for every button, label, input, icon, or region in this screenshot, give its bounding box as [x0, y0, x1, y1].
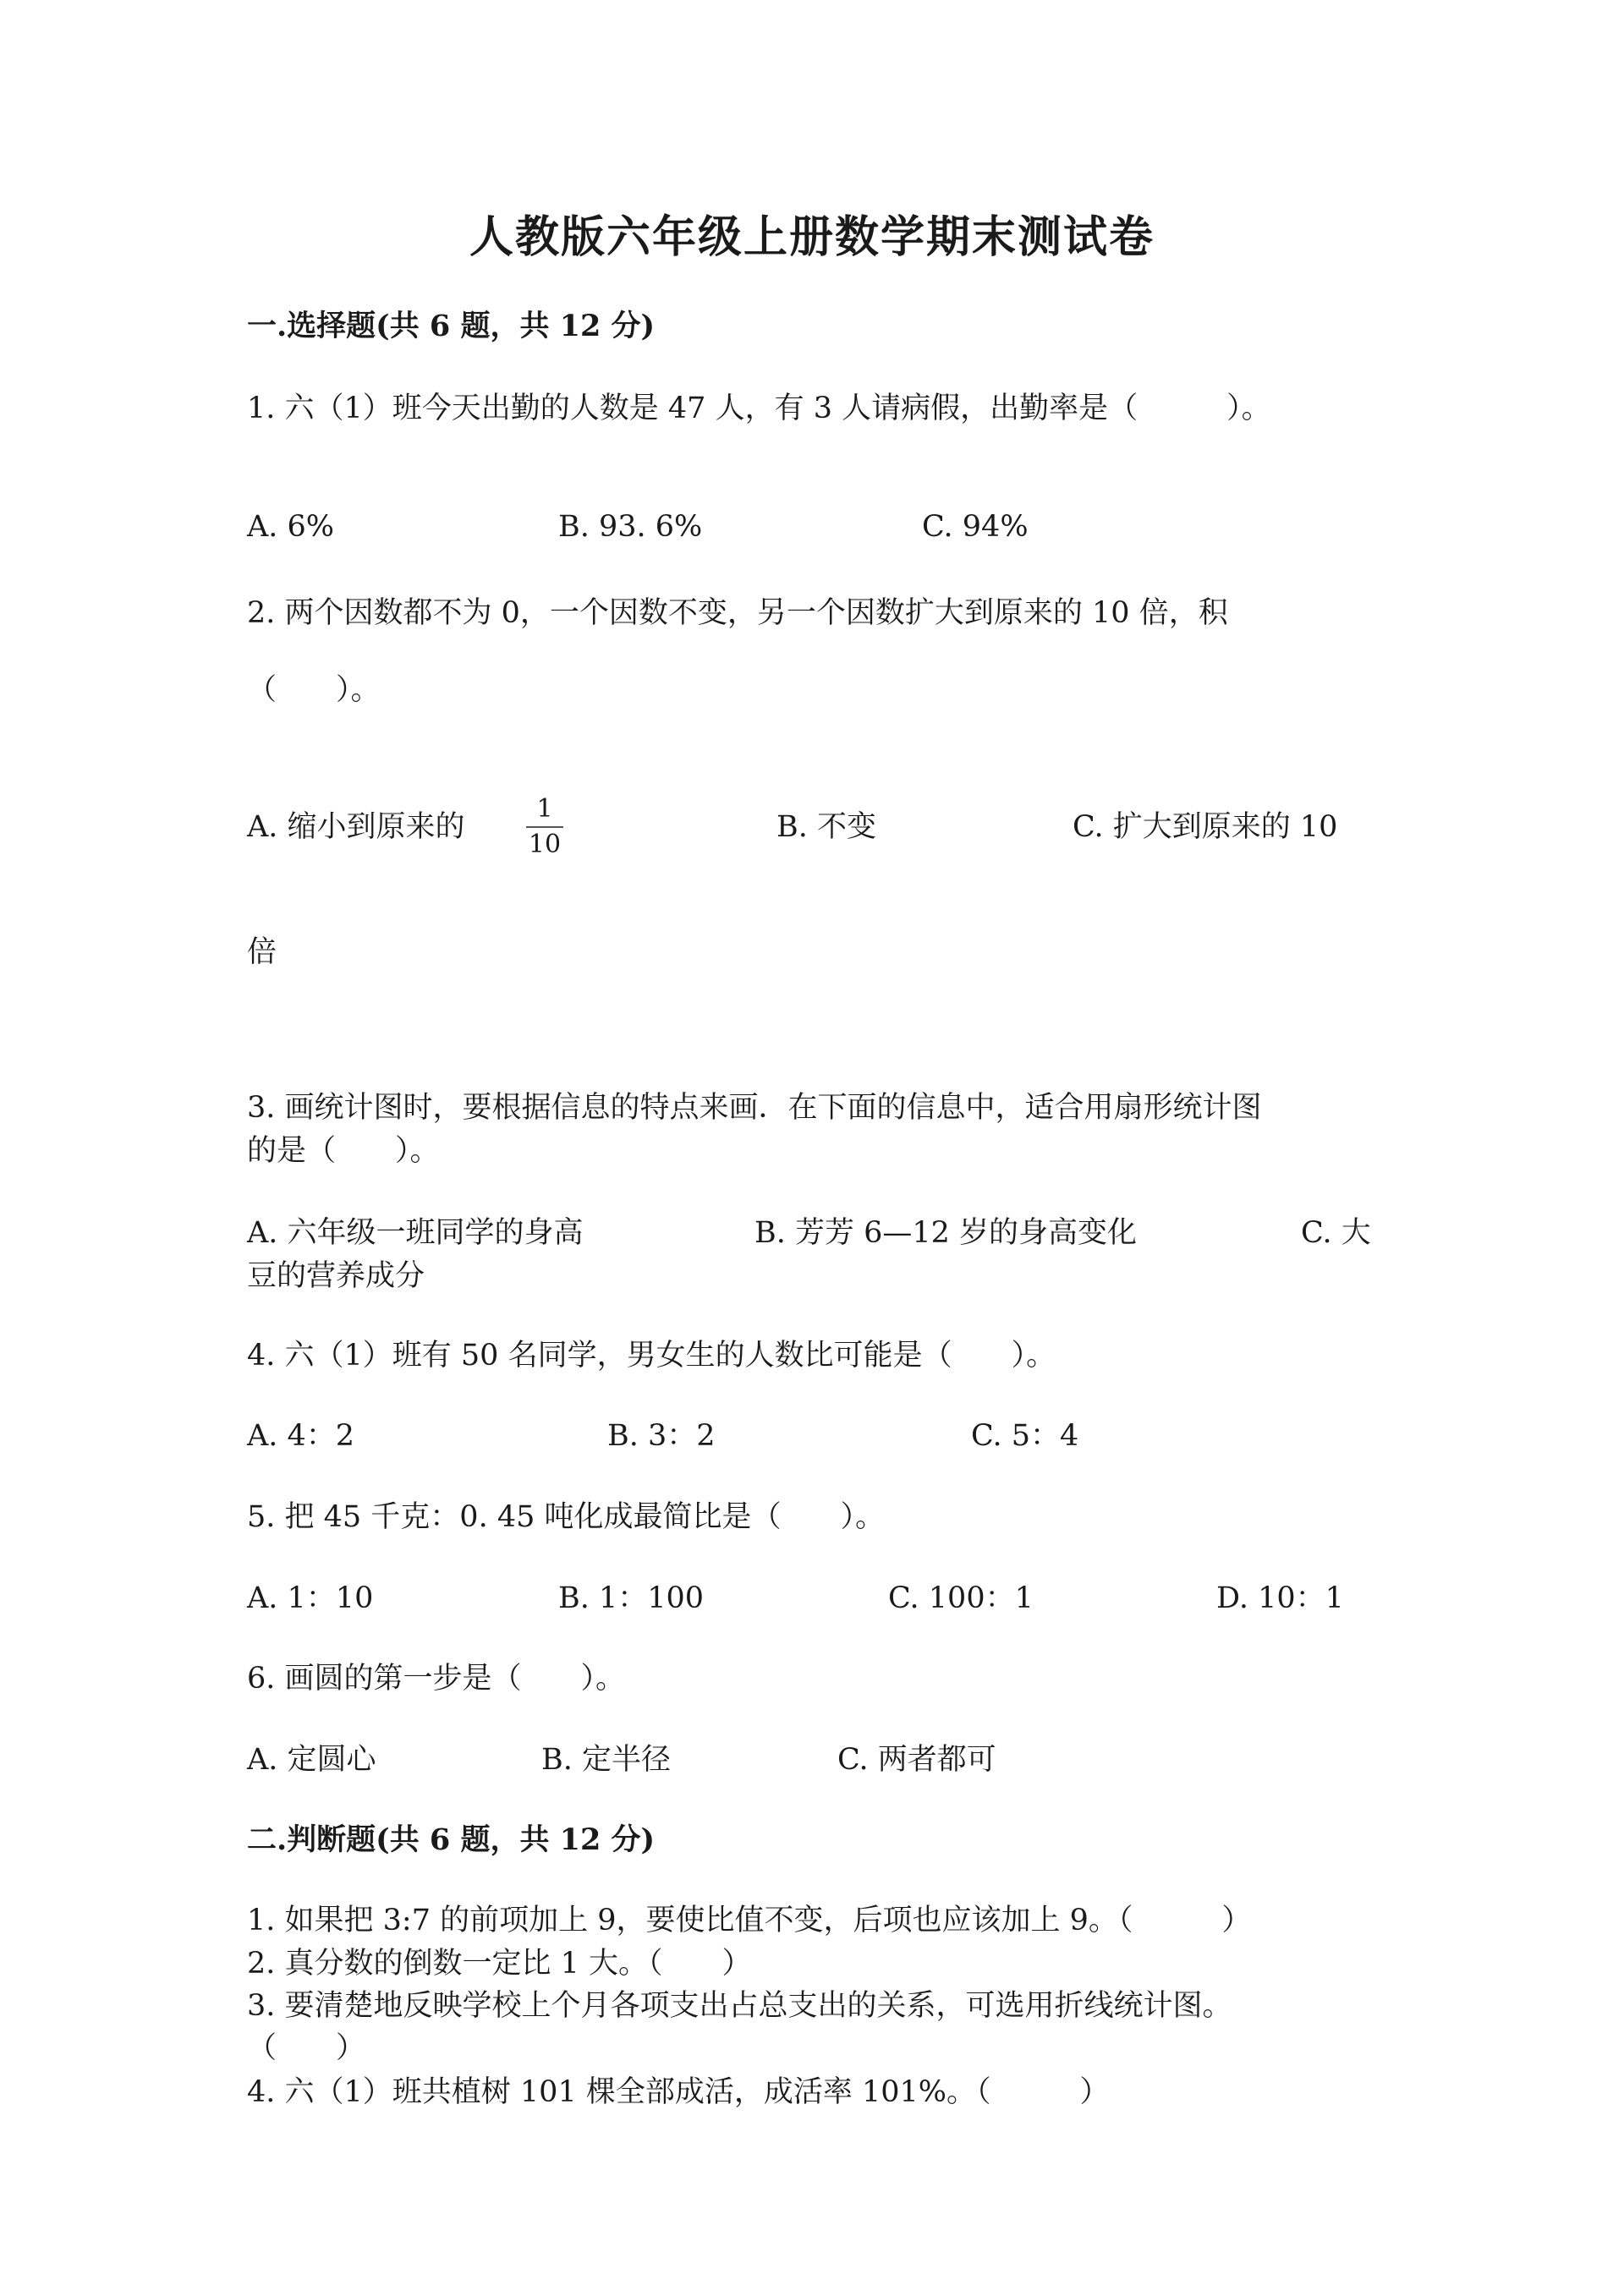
question-3-option-a: A. 六年级一班同学的身高: [247, 1216, 584, 1250]
page-title: 人教版六年级上册数学期末测试卷: [469, 211, 1155, 263]
judgment-item-3: 3. 要清楚地反映学校上个月各项支出占总支出的关系，可选用折线统计图。: [247, 1989, 1232, 2023]
question-4-option-c: C. 5：4: [971, 1419, 1079, 1453]
question-6-option-c: C. 两者都可: [837, 1743, 996, 1777]
judgment-item-3-wrap: （ ）: [247, 2031, 366, 2065]
question-2-option-c-wrap: 倍: [247, 935, 277, 969]
question-5-option-b: B. 1：100: [558, 1581, 705, 1615]
judgment-item-1: 1. 如果把 3:7 的前项加上 9，要使比值不变，后项也应该加上 9。（ ）: [247, 1904, 1252, 1937]
question-5-stem: 5. 把 45 千克：0. 45 吨化成最简比是（ ）。: [247, 1500, 885, 1534]
question-2-option-a: A. 缩小到原来的: [247, 810, 465, 844]
question-3-option-c: C. 大: [1301, 1216, 1371, 1250]
question-3-stem-line2: 的是（ ）。: [247, 1134, 440, 1168]
question-1-option-a: A. 6%: [247, 510, 335, 544]
question-1-stem: 1. 六（1）班今天出勤的人数是 47 人，有 3 人请病假，出勤率是（ ）。: [247, 392, 1271, 425]
question-2-option-c: C. 扩大到原来的 10: [1073, 810, 1338, 844]
fraction-one-tenth: [523, 793, 567, 861]
section-heading-judgment: 二.判断题(共 6 题，共 12 分): [247, 1822, 656, 1857]
question-1-option-b: B. 93. 6%: [558, 510, 703, 544]
fraction-denominator: 10: [528, 830, 562, 859]
section-heading-choice: 一.选择题(共 6 题，共 12 分): [247, 309, 656, 343]
question-3-option-c-wrap: 豆的营养成分: [247, 1259, 425, 1293]
judgment-item-2: 2. 真分数的倒数一定比 1 大。（ ）: [247, 1947, 752, 1981]
question-3-option-b: B. 芳芳 6—12 岁的身高变化: [754, 1216, 1138, 1250]
question-2-stem-line1: 2. 两个因数都不为 0，一个因数不变，另一个因数扩大到原来的 10 倍，积: [247, 596, 1228, 630]
question-4-stem: 4. 六（1）班有 50 名同学，男女生的人数比可能是（ ）。: [247, 1339, 1056, 1373]
question-4-option-a: A. 4：2: [247, 1419, 355, 1453]
question-4-option-b: B. 3：2: [607, 1419, 716, 1453]
question-6-stem: 6. 画圆的第一步是（ ）。: [247, 1662, 626, 1696]
fraction-bar: [526, 826, 563, 828]
question-1-option-c: C. 94%: [922, 510, 1029, 544]
question-6-option-a: A. 定圆心: [247, 1743, 376, 1777]
question-5-option-a: A. 1：10: [247, 1581, 374, 1615]
question-6-option-b: B. 定半径: [541, 1743, 671, 1777]
question-5-option-c: C. 100：1: [888, 1581, 1034, 1615]
question-2-stem-line2: （ ）。: [247, 673, 381, 707]
question-3-stem-line1: 3. 画统计图时，要根据信息的特点来画．在下面的信息中，适合用扇形统计图: [247, 1091, 1262, 1125]
question-2-option-b: B. 不变: [776, 810, 876, 844]
question-5-option-d: D. 10：1: [1216, 1581, 1344, 1615]
judgment-item-4: 4. 六（1）班共植树 101 棵全部成活，成活率 101%。（ ）: [247, 2075, 1110, 2109]
fraction-numerator: 1: [536, 794, 553, 824]
